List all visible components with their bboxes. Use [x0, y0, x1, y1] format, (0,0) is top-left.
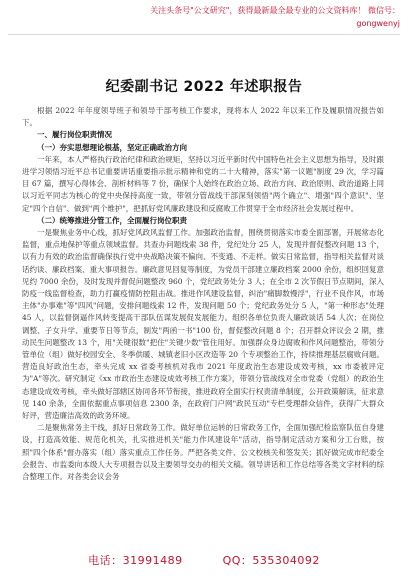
- body-paragraph: 根据 2022 年年度领导班子和领导干部考核工作要求，现将本人 2022 年以来工作及履职情况报告如下。: [22, 106, 384, 128]
- document-title: 纪委副书记 2022 年述职报告: [105, 79, 303, 95]
- footer-qq: [223, 554, 320, 567]
- banner-line-1: 关注头条号"公文研究"，获得最新最全最专业的公文资料库！ 微信号：: [150, 6, 400, 15]
- subsection-heading: （一）夯实思想理论根基，坚定正确政治方向: [37, 142, 187, 152]
- banner-line-2: gongwenyj: [356, 19, 400, 28]
- document-body: [22, 105, 384, 535]
- footer-phone: [88, 554, 183, 567]
- body-paragraph: 二是聚焦常务主干线，抓好日常政务工作。做好单位运转的日常政务工作，全面加强纪检监察队伍自身建设，打造高效能、规范化机关，扎实推进机关"能力作风建设年"活动，指导制定活动方案和分工台账，按照"四个体系"督办落实（组）落实重点工作任务。严把各类文件、公文校核关和签发关；抓好做完成市纪委全会报告、市监委向本级人大专项报告以及主要领导交办的相关文稿。领导讲话和工作总结等各类文字材料的综合整理工作。对各类会议会务: [22, 423, 384, 482]
- top-banner: [8, 4, 400, 38]
- body-paragraph: 一年来，本人严格执行政治纪律和政治规矩，坚持以习近平新时代中国特色社会主义思想为指导，及时跟进学习领悟习近平总书记重要讲话重要指示批示精神和党的二十大精神，落实"第一议题"制度 29 次，学习篇目 67 篇，撰写心得体会、剖析材料等 7 份，确保个人始终在政治立场、政治方向、政治原则、政治道路上同以习近平同志为核心的党中央保持高度一致，带领分管战线干部深刻领悟"两个确立"、增强"四个意识"、坚定"四个自信"、做到"两个维护"，把抓好党风廉政建设和反腐败工作贯穿于全市经济社会发展过程中。: [22, 154, 384, 213]
- subsection-heading: （二）统筹推进分管工作，全面履行岗位职责: [37, 215, 187, 225]
- footer-phone-label: 电话：: [88, 554, 123, 567]
- footer-phone-value: 31991489: [122, 554, 183, 567]
- contact-footer: [0, 552, 408, 568]
- body-paragraph: 一是聚焦业务中心线，抓好党风政风监督工作。加强政治监督，围绕贯彻落实市委全面部署，开展常态化监督，重点地保护等重点领域监督。共查办问题线索 38 件，党纪处分 25 人，发现并督促整改问题 13 个，以有力有效的政治监督确保执行党中央战略决策不偏向、不变通、不走样。做实日常监督，指导相关监督对谈话约谈、廉政档案、重大事项报告。廉政意见回复等制度，为党员干部建立廉政档案 2000 余份，组织回复意见约 7000 余份，及时发现并督促问题整改 960 个，党纪政务处分 3 人；在全市 2 次节假日节点期间，深入防疫一线监督检查，助力打赢疫情防控阻击战。推进作风建设监督，纠治"痛脚数慢浮"，行业不良作风，市场主体"办事难"等"四风"问题，安排问题线索 12 件，发现问题 50 个；党纪政务处分 5 人，"第一种形态"处理 45 人，以监督倒逼作风转变提高干部队伍谋发展促发展能力。组织各单位负责人廉政谈话 54 人次；在岗位调整、子女升学、重要节日等节点，制发"两函一书"100 份，督促整改问题 8 个；召开群众评议会 2 期，推动民生问题整改 13 个，用"关键很数"把住"关键少数"管住用好。加强群众身边腐败和作风问题整治，带领分管单位（组）做好校园安全、冬季供暖、城镇老旧小区改造等 20 个专项整治工作，持续推理基层腐败问题。营造良好政治生态，牵头完成 xx 省委考核机对我市 2021 年度政治生态建设成效考核，xx 市委被评定为"A"等次。研究制定《xx 市政治生态建设成效考核工作方案》，带领分管战线对全市党委（党组）的政治生态建设成效考核，牵头做好部辖区协同各环节衔接，推进政府全面实行权责清单制度，公开政策解读，征求意见 140 余条，全面依据重点事项信息 2300 条，在政府门户网"政民互动"专栏受理群众信件，获得广大群众好评，营造廉洁高效的政务环境。: [22, 228, 384, 421]
- footer-qq-label: QQ：: [222, 554, 253, 567]
- section-heading: 一、履行岗位职责情况: [37, 130, 112, 140]
- footer-qq-value: 535304092: [252, 554, 320, 567]
- banner-divider: [8, 34, 400, 35]
